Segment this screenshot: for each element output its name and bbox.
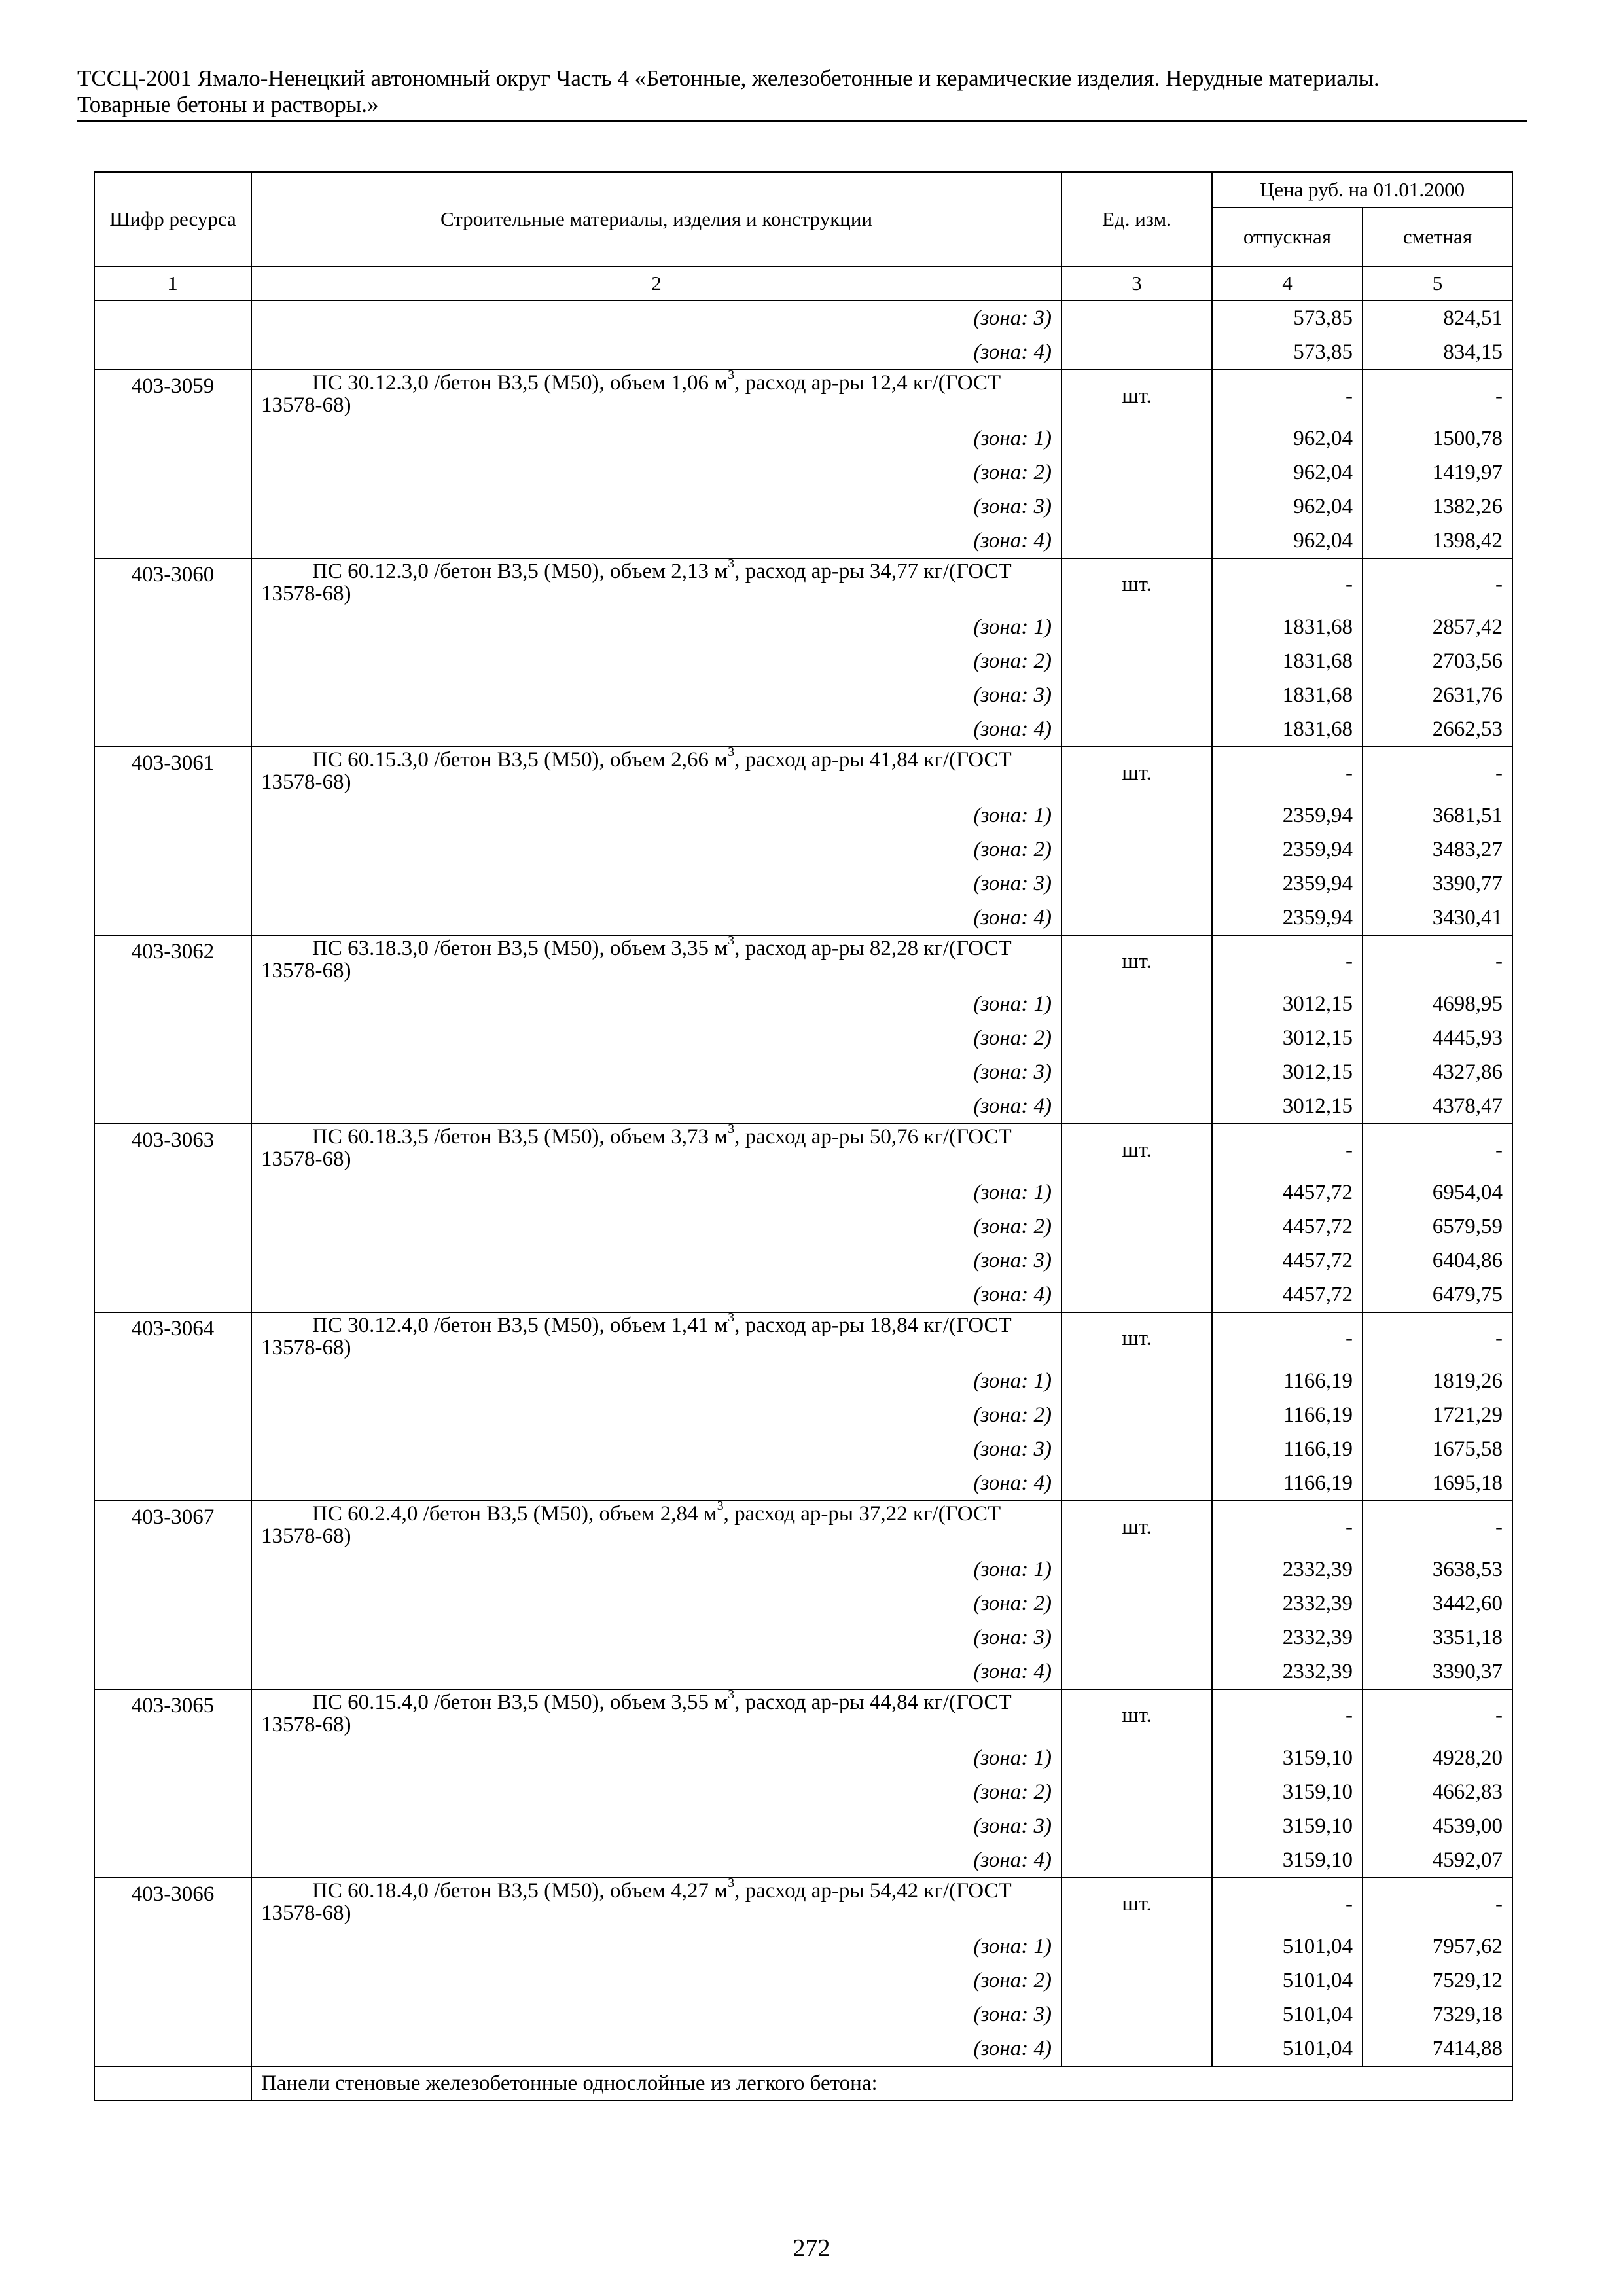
estimate-price: 7529,12 xyxy=(1363,1964,1512,1998)
zone-price-row xyxy=(94,1621,1512,1655)
zone-price-row xyxy=(94,2032,1512,2066)
release-price: 3012,15 xyxy=(1212,1055,1363,1089)
estimate-price: 1382,26 xyxy=(1363,490,1512,524)
estimate-price: - xyxy=(1363,1689,1512,1741)
zone-price-row xyxy=(94,1929,1512,1964)
description-text: , расход ар-ры 18,84 кг/(ГОСТ 13578-68) xyxy=(261,1314,1012,1359)
zone-price-row xyxy=(94,1021,1512,1055)
release-price: 2359,94 xyxy=(1212,901,1363,935)
release-price: 4457,72 xyxy=(1212,1210,1363,1244)
resource-description xyxy=(251,370,1061,422)
zone-price-row xyxy=(94,1466,1512,1501)
column-number: 3 xyxy=(1061,266,1212,300)
estimate-price: 7329,18 xyxy=(1363,1998,1512,2032)
release-price: - xyxy=(1212,558,1363,610)
zone-label: (зона: 3) xyxy=(251,1055,1061,1089)
release-price: 2332,39 xyxy=(1212,1621,1363,1655)
release-price: 1831,68 xyxy=(1212,644,1363,678)
resource-code: 403-3065 xyxy=(94,1689,251,1741)
zone-price-row xyxy=(94,1278,1512,1312)
release-price: 4457,72 xyxy=(1212,1278,1363,1312)
zone-label: (зона: 2) xyxy=(251,833,1061,867)
zone-label: (зона: 2) xyxy=(251,1021,1061,1055)
estimate-price: 4592,07 xyxy=(1363,1843,1512,1878)
zone-label: (зона: 3) xyxy=(251,1621,1061,1655)
estimate-price: - xyxy=(1363,747,1512,798)
estimate-price: 6579,59 xyxy=(1363,1210,1512,1244)
estimate-price: - xyxy=(1363,1312,1512,1364)
column-number: 4 xyxy=(1212,266,1363,300)
estimate-price: - xyxy=(1363,1878,1512,1929)
zone-label: (зона: 2) xyxy=(251,1398,1061,1432)
estimate-price: 3483,27 xyxy=(1363,833,1512,867)
description-text: , расход ар-ры 37,22 кг/(ГОСТ 13578-68) xyxy=(261,1502,1001,1548)
release-price: - xyxy=(1212,1501,1363,1552)
zone-price-row xyxy=(94,1843,1512,1878)
resource-description xyxy=(251,1501,1061,1552)
unit: шт. xyxy=(1061,1878,1212,1929)
cubic-superscript: 3 xyxy=(728,1876,735,1891)
estimate-price: 4378,47 xyxy=(1363,1089,1512,1124)
estimate-price: 4928,20 xyxy=(1363,1741,1512,1775)
header-rule xyxy=(77,120,1527,122)
column-header-unit: Ед. изм. xyxy=(1061,172,1212,266)
estimate-price: 1675,58 xyxy=(1363,1432,1512,1466)
release-price: 962,04 xyxy=(1212,456,1363,490)
unit: шт. xyxy=(1061,1124,1212,1175)
zone-price-row xyxy=(94,524,1512,558)
release-price: 2359,94 xyxy=(1212,833,1363,867)
release-price: 2332,39 xyxy=(1212,1587,1363,1621)
release-price: 4457,72 xyxy=(1212,1175,1363,1210)
estimate-price: 3390,37 xyxy=(1363,1655,1512,1689)
release-price: 5101,04 xyxy=(1212,2032,1363,2066)
zone-label: (зона: 4) xyxy=(251,335,1061,370)
description-text: , расход ар-ры 12,4 кг/(ГОСТ 13578-68) xyxy=(261,371,1001,417)
column-number: 2 xyxy=(251,266,1061,300)
release-price: - xyxy=(1212,1878,1363,1929)
zone-price-row xyxy=(94,867,1512,901)
zone-price-row xyxy=(94,335,1512,370)
column-header-name: Строительные материалы, изделия и конструкции xyxy=(251,172,1061,266)
release-price: - xyxy=(1212,1124,1363,1175)
estimate-price: 3638,53 xyxy=(1363,1552,1512,1587)
unit: шт. xyxy=(1061,370,1212,422)
release-price: 1166,19 xyxy=(1212,1364,1363,1398)
description-text: , расход ар-ры 34,77 кг/(ГОСТ 13578-68) xyxy=(261,560,1012,605)
resource-item-row xyxy=(94,1878,1512,1929)
description-text: , расход ар-ры 82,28 кг/(ГОСТ 13578-68) xyxy=(261,937,1012,982)
estimate-price: - xyxy=(1363,1501,1512,1552)
zone-price-row xyxy=(94,1398,1512,1432)
zone-price-row xyxy=(94,610,1512,644)
description-text: ПС 60.18.4,0 /бетон В3,5 (М50), объем 4,27 м xyxy=(312,1879,728,1903)
zone-price-row xyxy=(94,1244,1512,1278)
zone-label: (зона: 2) xyxy=(251,1210,1061,1244)
resource-code: 403-3060 xyxy=(94,558,251,610)
resource-description xyxy=(251,1312,1061,1364)
section-title-row xyxy=(94,2066,1512,2100)
resource-description xyxy=(251,747,1061,798)
estimate-price: 2631,76 xyxy=(1363,678,1512,712)
unit: шт. xyxy=(1061,935,1212,987)
section-title: Панели стеновые железобетонные однослойные из легкого бетона: xyxy=(251,2066,1512,2100)
cubic-superscript: 3 xyxy=(728,368,735,383)
resource-description xyxy=(251,1124,1061,1175)
zone-label: (зона: 4) xyxy=(251,1466,1061,1501)
zone-price-row xyxy=(94,712,1512,747)
zone-price-row xyxy=(94,1964,1512,1998)
estimate-price: 3351,18 xyxy=(1363,1621,1512,1655)
column-header-code: Шифр ресурса xyxy=(94,172,251,266)
zone-label: (зона: 3) xyxy=(251,300,1061,335)
description-text: ПС 60.15.3,0 /бетон В3,5 (М50), объем 2,66 м xyxy=(312,748,728,772)
release-price: 1831,68 xyxy=(1212,712,1363,747)
release-price: 1831,68 xyxy=(1212,610,1363,644)
release-price: 962,04 xyxy=(1212,490,1363,524)
zone-price-row xyxy=(94,798,1512,833)
estimate-price: 2662,53 xyxy=(1363,712,1512,747)
release-price: 5101,04 xyxy=(1212,1929,1363,1964)
description-text: , расход ар-ры 54,42 кг/(ГОСТ 13578-68) xyxy=(261,1879,1012,1925)
cubic-superscript: 3 xyxy=(728,933,735,948)
description-text: , расход ар-ры 41,84 кг/(ГОСТ 13578-68) xyxy=(261,748,1012,794)
zone-label: (зона: 1) xyxy=(251,1929,1061,1964)
unit: шт. xyxy=(1061,747,1212,798)
release-price: - xyxy=(1212,747,1363,798)
zone-label: (зона: 1) xyxy=(251,1175,1061,1210)
resource-code: 403-3062 xyxy=(94,935,251,987)
zone-label: (зона: 1) xyxy=(251,987,1061,1021)
release-price: 962,04 xyxy=(1212,422,1363,456)
zone-label: (зона: 3) xyxy=(251,1809,1061,1843)
estimate-price: 3442,60 xyxy=(1363,1587,1512,1621)
estimate-price: 6404,86 xyxy=(1363,1244,1512,1278)
resource-code: 403-3063 xyxy=(94,1124,251,1175)
zone-label: (зона: 1) xyxy=(251,798,1061,833)
estimate-price: - xyxy=(1363,370,1512,422)
zone-label: (зона: 1) xyxy=(251,1741,1061,1775)
zone-label: (зона: 4) xyxy=(251,1089,1061,1124)
zone-price-row xyxy=(94,1552,1512,1587)
zone-price-row xyxy=(94,1089,1512,1124)
estimate-price: 4539,00 xyxy=(1363,1809,1512,1843)
estimate-price: 3681,51 xyxy=(1363,798,1512,833)
header-title-line-2: Товарные бетоны и растворы.» xyxy=(77,92,379,117)
zone-label: (зона: 4) xyxy=(251,1655,1061,1689)
zone-label: (зона: 4) xyxy=(251,1278,1061,1312)
estimate-price: 824,51 xyxy=(1363,300,1512,335)
release-price: 4457,72 xyxy=(1212,1244,1363,1278)
estimate-price: - xyxy=(1363,935,1512,987)
zone-price-row xyxy=(94,987,1512,1021)
estimate-price: 4445,93 xyxy=(1363,1021,1512,1055)
column-number: 1 xyxy=(94,266,251,300)
zone-label: (зона: 3) xyxy=(251,678,1061,712)
zone-price-row xyxy=(94,1809,1512,1843)
cubic-superscript: 3 xyxy=(717,1499,724,1514)
release-price: 573,85 xyxy=(1212,335,1363,370)
estimate-price: 2857,42 xyxy=(1363,610,1512,644)
release-price: 1166,19 xyxy=(1212,1398,1363,1432)
description-text: ПС 30.12.4,0 /бетон В3,5 (М50), объем 1,41 м xyxy=(312,1314,728,1337)
estimate-price: 3430,41 xyxy=(1363,901,1512,935)
document-header xyxy=(77,65,1527,118)
estimate-price: 4698,95 xyxy=(1363,987,1512,1021)
column-header-estimate-price: сметная xyxy=(1363,207,1512,266)
resource-description xyxy=(251,1878,1061,1929)
release-price: 3159,10 xyxy=(1212,1741,1363,1775)
cubic-superscript: 3 xyxy=(728,745,735,760)
resource-item-row xyxy=(94,1124,1512,1175)
cubic-superscript: 3 xyxy=(728,556,735,571)
unit: шт. xyxy=(1061,1501,1212,1552)
resource-code: 403-3066 xyxy=(94,1878,251,1929)
resource-code: 403-3061 xyxy=(94,747,251,798)
zone-price-row xyxy=(94,456,1512,490)
release-price: 3012,15 xyxy=(1212,987,1363,1021)
zone-label: (зона: 4) xyxy=(251,712,1061,747)
release-price: - xyxy=(1212,1689,1363,1741)
zone-price-row xyxy=(94,300,1512,335)
cubic-superscript: 3 xyxy=(728,1687,735,1702)
estimate-price: 6954,04 xyxy=(1363,1175,1512,1210)
description-text: , расход ар-ры 44,84 кг/(ГОСТ 13578-68) xyxy=(261,1691,1012,1736)
zone-price-row xyxy=(94,1587,1512,1621)
zone-label: (зона: 4) xyxy=(251,1843,1061,1878)
header-title-line-1: ТССЦ-2001 Ямало-Ненецкий автономный округ Часть 4 «Бетонные, железобетонные и керамические изделия. Нерудные материалы. xyxy=(77,65,1380,91)
cubic-superscript: 3 xyxy=(728,1122,735,1137)
estimate-price: 4327,86 xyxy=(1363,1055,1512,1089)
zone-price-row xyxy=(94,1655,1512,1689)
estimate-price: 2703,56 xyxy=(1363,644,1512,678)
estimate-price: - xyxy=(1363,1124,1512,1175)
zone-price-row xyxy=(94,1175,1512,1210)
zone-label: (зона: 1) xyxy=(251,422,1061,456)
release-price: 5101,04 xyxy=(1212,1998,1363,2032)
description-text: ПС 63.18.3,0 /бетон В3,5 (М50), объем 3,35 м xyxy=(312,937,728,960)
estimate-price: 1819,26 xyxy=(1363,1364,1512,1398)
resource-item-row xyxy=(94,1501,1512,1552)
release-price: 1166,19 xyxy=(1212,1466,1363,1501)
zone-price-row xyxy=(94,1432,1512,1466)
zone-price-row xyxy=(94,1364,1512,1398)
price-table-header xyxy=(94,172,1512,300)
release-price: 3012,15 xyxy=(1212,1021,1363,1055)
release-price: 573,85 xyxy=(1212,300,1363,335)
resource-item-row xyxy=(94,370,1512,422)
estimate-price: 1721,29 xyxy=(1363,1398,1512,1432)
zone-price-row xyxy=(94,1055,1512,1089)
release-price: 2359,94 xyxy=(1212,867,1363,901)
zone-label: (зона: 1) xyxy=(251,1552,1061,1587)
page-number: 272 xyxy=(793,2234,830,2262)
price-table xyxy=(94,171,1513,2101)
resource-item-row xyxy=(94,1689,1512,1741)
price-table-body xyxy=(94,300,1512,2100)
estimate-price: 4662,83 xyxy=(1363,1775,1512,1809)
zone-label: (зона: 2) xyxy=(251,1775,1061,1809)
description-text: ПС 60.18.3,5 /бетон В3,5 (М50), объем 3,73 м xyxy=(312,1125,728,1149)
release-price: - xyxy=(1212,1312,1363,1364)
resource-item-row xyxy=(94,1312,1512,1364)
unit: шт. xyxy=(1061,1312,1212,1364)
cubic-superscript: 3 xyxy=(728,1310,735,1325)
estimate-price: 1500,78 xyxy=(1363,422,1512,456)
unit: шт. xyxy=(1061,1689,1212,1741)
zone-price-row xyxy=(94,833,1512,867)
estimate-price: 1695,18 xyxy=(1363,1466,1512,1501)
resource-code: 403-3059 xyxy=(94,370,251,422)
zone-label: (зона: 4) xyxy=(251,524,1061,558)
estimate-price: 1419,97 xyxy=(1363,456,1512,490)
release-price: 2359,94 xyxy=(1212,798,1363,833)
zone-label: (зона: 4) xyxy=(251,901,1061,935)
zone-label: (зона: 3) xyxy=(251,490,1061,524)
description-text: , расход ар-ры 50,76 кг/(ГОСТ 13578-68) xyxy=(261,1125,1012,1171)
zone-price-row xyxy=(94,678,1512,712)
resource-description xyxy=(251,935,1061,987)
release-price: 3159,10 xyxy=(1212,1843,1363,1878)
zone-label: (зона: 3) xyxy=(251,1432,1061,1466)
release-price: 5101,04 xyxy=(1212,1964,1363,1998)
column-header-release-price: отпускная xyxy=(1212,207,1363,266)
resource-item-row xyxy=(94,935,1512,987)
unit: шт. xyxy=(1061,558,1212,610)
resource-description xyxy=(251,558,1061,610)
release-price: 3159,10 xyxy=(1212,1809,1363,1843)
description-text: ПС 60.15.4,0 /бетон В3,5 (М50), объем 3,55 м xyxy=(312,1691,728,1714)
resource-description xyxy=(251,1689,1061,1741)
estimate-price: 3390,77 xyxy=(1363,867,1512,901)
zone-label: (зона: 1) xyxy=(251,1364,1061,1398)
column-header-price: Цена руб. на 01.01.2000 xyxy=(1212,172,1512,207)
release-price: 2332,39 xyxy=(1212,1552,1363,1587)
estimate-price: 834,15 xyxy=(1363,335,1512,370)
resource-code: 403-3064 xyxy=(94,1312,251,1364)
zone-label: (зона: 2) xyxy=(251,1964,1061,1998)
resource-code: 403-3067 xyxy=(94,1501,251,1552)
zone-label: (зона: 1) xyxy=(251,610,1061,644)
description-text: ПС 30.12.3,0 /бетон В3,5 (М50), объем 1,06 м xyxy=(312,371,728,395)
column-number: 5 xyxy=(1363,266,1512,300)
zone-price-row xyxy=(94,644,1512,678)
zone-price-row xyxy=(94,1741,1512,1775)
release-price: 1166,19 xyxy=(1212,1432,1363,1466)
zone-label: (зона: 2) xyxy=(251,456,1061,490)
description-text: ПС 60.12.3,0 /бетон В3,5 (М50), объем 2,13 м xyxy=(312,560,728,583)
zone-price-row xyxy=(94,1210,1512,1244)
release-price: 3159,10 xyxy=(1212,1775,1363,1809)
estimate-price: 6479,75 xyxy=(1363,1278,1512,1312)
estimate-price: 7957,62 xyxy=(1363,1929,1512,1964)
zone-price-row xyxy=(94,1775,1512,1809)
zone-label: (зона: 3) xyxy=(251,1998,1061,2032)
estimate-price: 1398,42 xyxy=(1363,524,1512,558)
zone-price-row xyxy=(94,490,1512,524)
resource-item-row xyxy=(94,558,1512,610)
release-price: 1831,68 xyxy=(1212,678,1363,712)
zone-label: (зона: 2) xyxy=(251,1587,1061,1621)
zone-price-row xyxy=(94,422,1512,456)
estimate-price: 7414,88 xyxy=(1363,2032,1512,2066)
release-price: - xyxy=(1212,370,1363,422)
release-price: - xyxy=(1212,935,1363,987)
zone-label: (зона: 2) xyxy=(251,644,1061,678)
release-price: 962,04 xyxy=(1212,524,1363,558)
description-text: ПС 60.2.4,0 /бетон В3,5 (М50), объем 2,84 м xyxy=(312,1502,717,1526)
zone-label: (зона: 3) xyxy=(251,1244,1061,1278)
resource-item-row xyxy=(94,747,1512,798)
zone-label: (зона: 4) xyxy=(251,2032,1061,2066)
release-price: 2332,39 xyxy=(1212,1655,1363,1689)
zone-label: (зона: 3) xyxy=(251,867,1061,901)
release-price: 3012,15 xyxy=(1212,1089,1363,1124)
estimate-price: - xyxy=(1363,558,1512,610)
zone-price-row xyxy=(94,901,1512,935)
zone-price-row xyxy=(94,1998,1512,2032)
